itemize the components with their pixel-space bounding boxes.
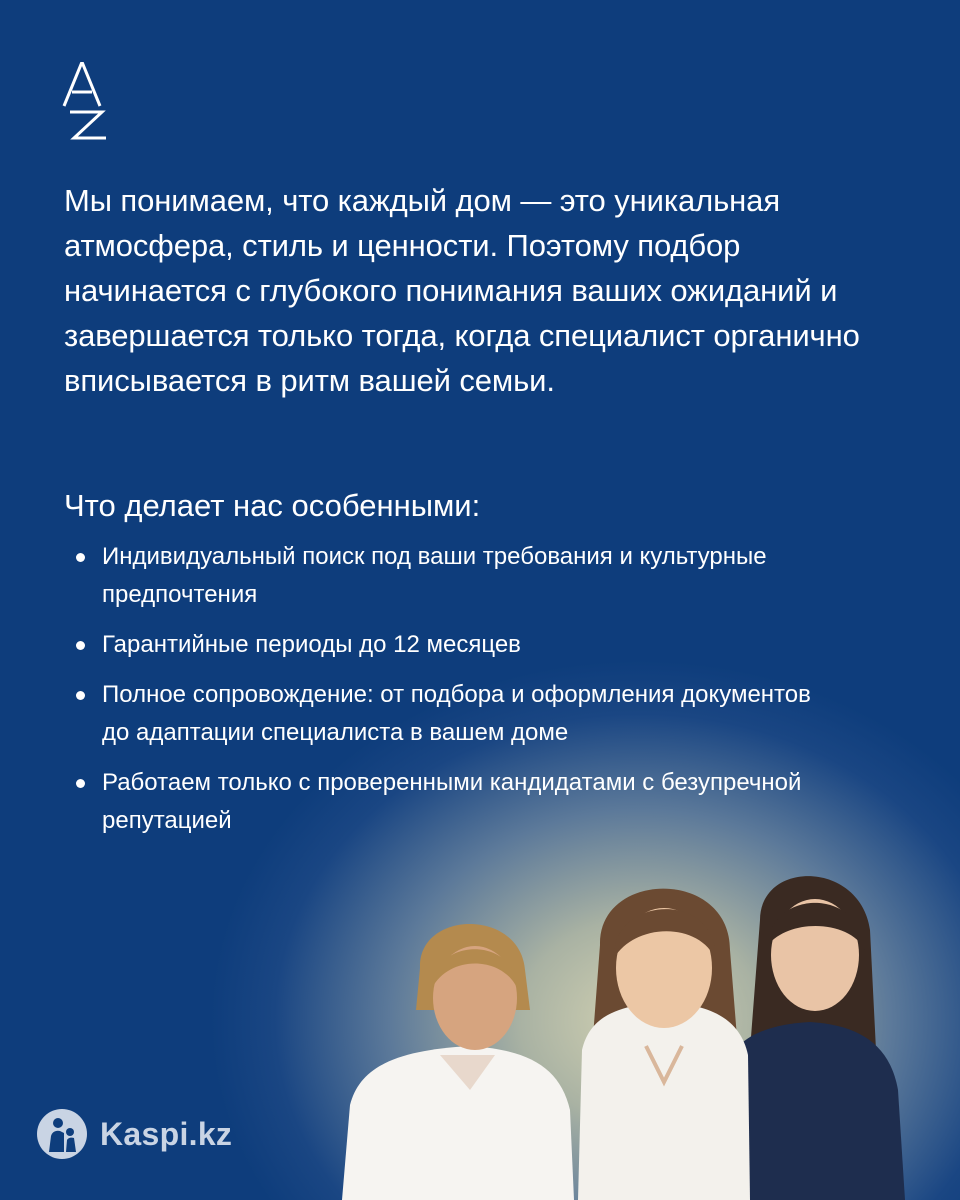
kaspi-badge [36,1108,232,1160]
kaspi-label: Kaspi.kz [100,1115,233,1152]
list-item [76,676,836,752]
left-woman-figure [342,924,574,1200]
list-item [76,626,836,664]
bullet-icon [76,641,85,650]
middle-woman-figure [578,889,750,1200]
intro-text: Мы понимаем, что каждый дом — это уникальная атмосфера, стиль и ценности. Поэтому подбор начинается с глубокого понимания ваших ожиданий и завершается только тогда, когда специалист органично вписывается в ритм вашей семьи. [64,183,860,398]
bullet-icon [76,553,85,562]
list-item [76,764,836,840]
three-women-photo [320,850,960,1200]
features-heading: Что делает нас особенными: [64,488,481,523]
list-item-text: Гарантийные периоды до 12 месяцев [102,631,521,658]
bullet-icon [76,779,85,788]
kaspi-icon [36,1108,88,1160]
bullet-icon [76,691,85,700]
brand-logo [60,62,108,140]
list-item [76,538,836,614]
feature-list [76,538,836,852]
list-item-text: Индивидуальный поиск под ваши требования и культурные предпочтения [102,543,767,608]
list-item-text: Полное сопровождение: от подбора и оформления документов до адаптации специалиста в вашем доме [102,681,811,746]
list-item-text: Работаем только с проверенными кандидатами с безупречной репутацией [102,769,802,834]
